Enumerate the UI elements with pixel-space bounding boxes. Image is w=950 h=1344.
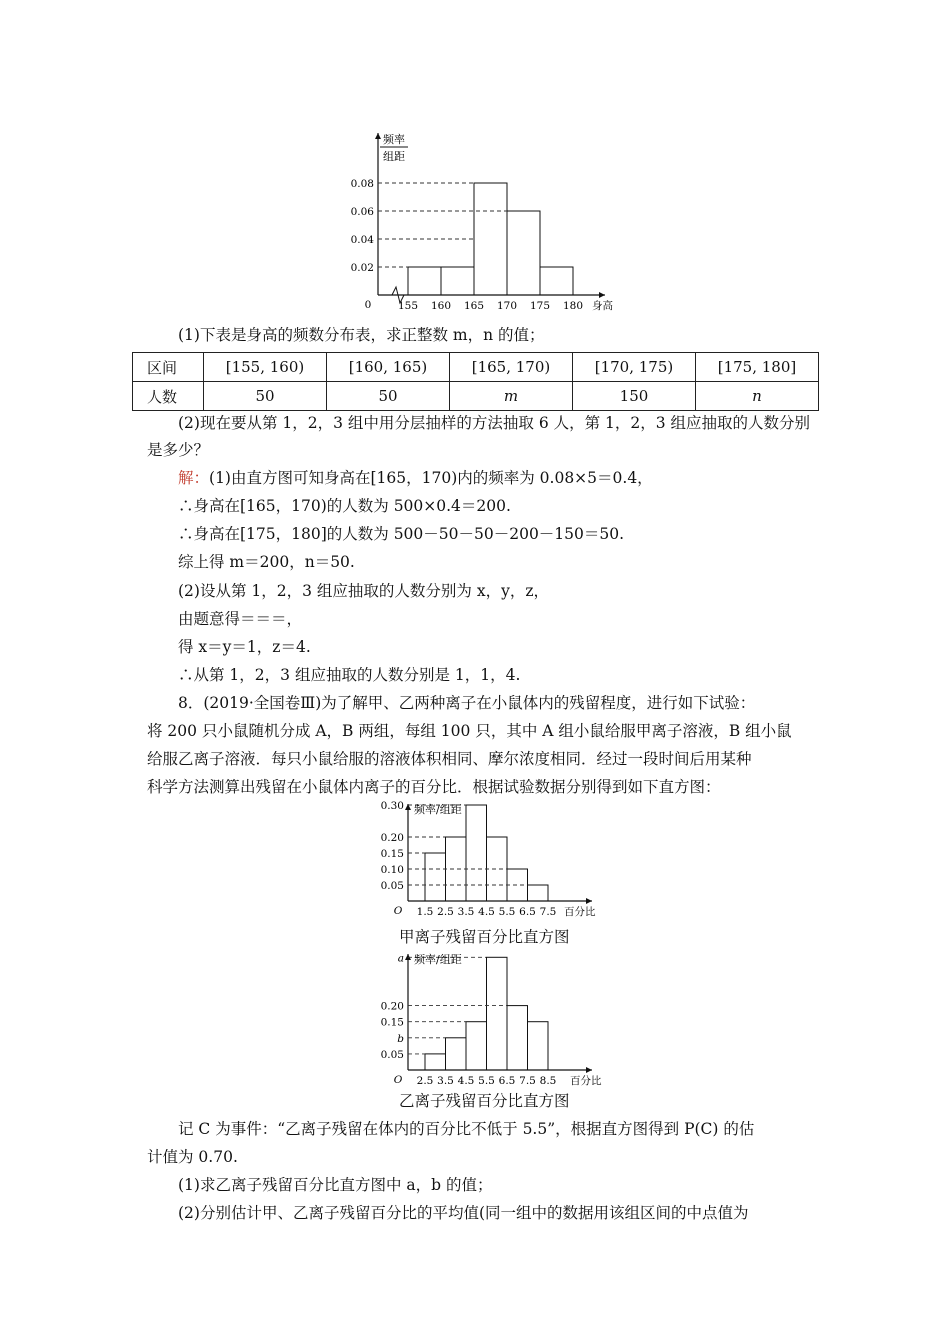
table-cell: [175, 180] <box>696 353 819 382</box>
x-axis-arrow <box>599 292 605 298</box>
table-cell: [160, 165) <box>327 353 450 382</box>
histogram-bar <box>466 805 487 901</box>
histogram-bar <box>425 1054 446 1070</box>
question-2-text: (2)现在要从第 1，2，3 组中用分层抽样的方法抽取 6 人，第 1，2，3 组应抽取的人数分别 <box>178 414 811 432</box>
question-2-text-cont: 是多少？ <box>147 441 210 459</box>
x-tick-label: 4.5 <box>478 906 495 918</box>
table-cell: [165, 170) <box>450 353 573 382</box>
solution-line: ∴身高在[165，170)的人数为 500×0.4＝200. <box>178 497 511 515</box>
histogram-bar <box>507 211 540 295</box>
solution-label: 解： <box>178 469 210 487</box>
event-c-text: 记 C 为事件：“乙离子残留在体内的百分比不低于 5.5”，根据直方图得到 P(C) 的估 <box>178 1120 755 1138</box>
y-tick-label: 0.05 <box>380 1048 404 1061</box>
y-tick-label: b <box>397 1032 404 1045</box>
y-tick-label: 0.30 <box>380 800 404 812</box>
question-1-text: (1)下表是身高的频数分布表，求正整数 m，n 的值； <box>178 326 545 344</box>
y-axis-label: 频率/组距 <box>414 953 462 966</box>
table-cell: 50 <box>327 382 450 411</box>
y-tick-label: 0.10 <box>380 864 404 876</box>
x-tick-label: 165 <box>463 300 485 312</box>
table-cell: 50 <box>204 382 327 411</box>
solution-line: 综上得 m＝200，n＝50. <box>178 553 355 571</box>
origin-label: 0 <box>364 299 372 311</box>
x-tick-label: 2.5 <box>416 1075 434 1087</box>
origin-label: O <box>393 905 403 917</box>
y-tick-label: 0.02 <box>350 262 374 274</box>
height-histogram <box>330 125 630 320</box>
x-tick-label: 6.5 <box>519 906 536 918</box>
event-c-text: 计值为 0.70. <box>147 1148 238 1166</box>
x-tick-label: 2.5 <box>437 906 454 918</box>
y-tick-label: 0.20 <box>380 1000 404 1013</box>
table-row <box>133 353 819 382</box>
histogram-bar <box>408 267 441 295</box>
table-header: 区间 <box>133 353 204 382</box>
x-tick-label: 180 <box>562 300 584 312</box>
y-tick-label: 0.15 <box>380 848 404 860</box>
x-tick-label: 5.5 <box>478 1075 495 1087</box>
histogram-bar <box>487 957 508 1070</box>
origin-label: O <box>393 1074 403 1086</box>
x-tick-label: 175 <box>529 300 551 312</box>
sub-question-1: (1)求乙离子残留百分比直方图中 a，b 的值； <box>178 1176 493 1194</box>
table-cell: 150 <box>573 382 696 411</box>
jia-histogram <box>370 798 610 920</box>
y-axis-label: 频率/组距 <box>414 803 462 816</box>
y-axis-label-top: 频率 <box>383 133 405 146</box>
histogram-bar <box>528 885 549 901</box>
x-tick-label: 160 <box>430 300 452 312</box>
x-tick-label: 6.5 <box>498 1075 516 1087</box>
problem-8-text: 将 200 只小鼠随机分成 A，B 两组，每组 100 只，其中 A 组小鼠给服甲离子溶液，B 组小鼠 <box>147 722 792 740</box>
x-tick-label: 4.5 <box>457 1075 475 1087</box>
y-tick-label: 0.08 <box>350 178 374 190</box>
histogram-bar <box>507 1006 528 1070</box>
y-tick-label: 0.20 <box>380 832 404 844</box>
x-axis-label: 百分比 <box>564 906 596 918</box>
sub-question-2: (2)分别估计甲、乙离子残留百分比的平均值(同一组中的数据用该组区间的中点值为 <box>178 1204 749 1222</box>
solution-line: ∴从第 1，2，3 组应抽取的人数分别是 1，1，4. <box>178 666 521 684</box>
table-cell: m <box>450 382 573 411</box>
y-tick-label: 0.04 <box>350 234 374 246</box>
y-tick-label: 0.15 <box>380 1016 404 1029</box>
table-row-label: 人数 <box>133 382 204 411</box>
table-cell: [170, 175) <box>573 353 696 382</box>
histogram-bar <box>540 267 573 295</box>
yi-histogram <box>370 948 610 1088</box>
histogram-bar <box>474 183 507 295</box>
histogram-bar <box>446 837 467 901</box>
y-tick-label: a <box>397 952 404 965</box>
solution-line <box>178 467 653 489</box>
solution-line: 由题意得＝＝＝， <box>178 610 303 628</box>
x-tick-label: 1.5 <box>416 906 434 918</box>
x-tick-label: 3.5 <box>457 906 475 918</box>
histogram-bar <box>446 1038 467 1070</box>
x-tick-label: 5.5 <box>498 906 516 918</box>
solution-line: (2)设从第 1，2，3 组应抽取的人数分别为 x，y，z， <box>178 582 549 600</box>
histogram-bar <box>507 869 528 901</box>
x-tick-label: 155 <box>397 300 419 312</box>
histogram-bar <box>441 267 474 295</box>
table-row <box>133 382 819 411</box>
histogram-bar <box>528 1022 549 1070</box>
problem-8-text: 8．(2019·全国卷Ⅲ)为了解甲、乙两种离子在小鼠体内的残留程度，进行如下试验： <box>178 694 756 712</box>
histogram-bar <box>425 853 446 901</box>
yi-histogram-caption: 乙离子残留百分比直方图 <box>399 1092 570 1110</box>
x-axis-label: 百分比 <box>570 1075 602 1087</box>
x-tick-label: 8.5 <box>539 1075 557 1087</box>
table-cell: n <box>696 382 819 411</box>
y-axis-arrow <box>375 133 381 139</box>
x-tick-label: 7.5 <box>539 906 557 918</box>
x-tick-label: 3.5 <box>437 1075 454 1087</box>
table-cell: [155, 160) <box>204 353 327 382</box>
y-tick-label: 0.06 <box>350 206 374 218</box>
frequency-table <box>132 352 819 411</box>
histogram-bar <box>487 837 508 901</box>
x-axis-label: 身高 <box>592 300 613 312</box>
y-axis-label-bottom: 组距 <box>383 150 405 163</box>
x-axis-arrow <box>586 1067 592 1073</box>
problem-8-text: 科学方法测算出残留在小鼠体内离子的百分比．根据试验数据分别得到如下直方图： <box>147 778 721 796</box>
x-tick-label: 7.5 <box>519 1075 536 1087</box>
solution-line: 得 x＝y＝1，z＝4. <box>178 638 311 656</box>
x-tick-label: 170 <box>496 300 518 312</box>
histogram-bar <box>466 1022 487 1070</box>
solution-line: ∴身高在[175，180]的人数为 500－50－50－200－150＝50. <box>178 525 625 543</box>
solution-text: (1)由直方图可知身高在[165，170)内的频率为 0.08×5＝0.4， <box>209 469 653 487</box>
y-tick-label: 0.05 <box>380 880 404 892</box>
jia-histogram-caption: 甲离子残留百分比直方图 <box>399 928 570 946</box>
x-axis-arrow <box>586 898 592 904</box>
problem-8-text: 给服乙离子溶液．每只小鼠给服的溶液体积相同、摩尔浓度相同．经过一段时间后用某种 <box>147 750 752 768</box>
